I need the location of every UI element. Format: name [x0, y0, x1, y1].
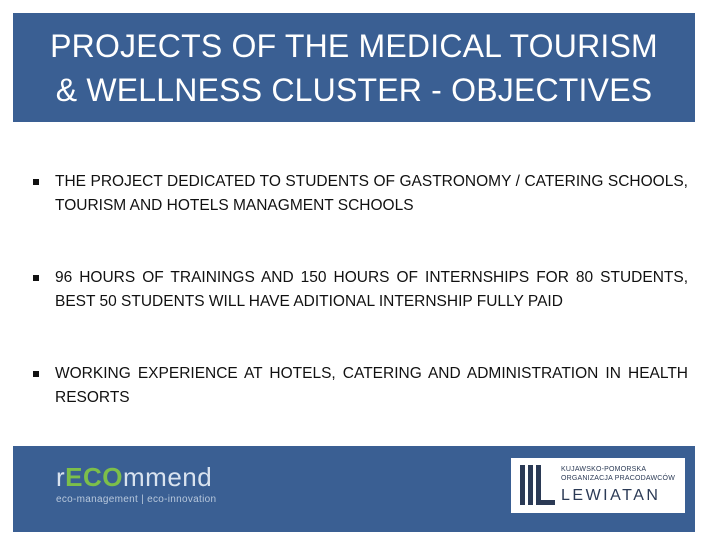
- recommend-logo: [56, 462, 236, 518]
- objectives-list: [33, 170, 688, 410]
- title-banner: [13, 13, 695, 122]
- list-item: [33, 362, 688, 410]
- square-bullet-icon: [33, 179, 39, 185]
- recommend-tagline: eco-management | eco-innovation: [56, 494, 217, 505]
- recommend-eco: ECO: [65, 462, 124, 492]
- objective-text: WORKING EXPERIENCE AT HOTELS, CATERING AND ADMINISTRATION IN HEALTH RESORTS: [55, 365, 688, 406]
- list-item: [33, 266, 688, 314]
- page-title-line-2: & WELLNESS CLUSTER - OBJECTIVES: [55, 71, 653, 108]
- lewiatan-region: KUJAWSKO-POMORSKA: [561, 466, 647, 473]
- lewiatan-organization: ORGANIZACJA PRACODAWCÓW: [561, 475, 676, 482]
- recommend-wordmark: [56, 462, 236, 492]
- square-bullet-icon: [33, 275, 39, 281]
- list-item: [33, 170, 688, 218]
- objective-text: THE PROJECT DEDICATED TO STUDENTS OF GASTRONOMY / CATERING SCHOOLS, TOURISM AND HOTELS MANAGMENT SCHOOLS: [55, 173, 688, 214]
- lewiatan-name: LEWIATAN: [561, 487, 661, 504]
- recommend-suffix: mmend: [123, 462, 213, 492]
- lewiatan-logo: [511, 458, 685, 513]
- objective-text: 96 HOURS OF TRAININGS AND 150 HOURS OF INTERNSHIPS FOR 80 STUDENTS, BEST 50 STUDENTS WILL HAVE ADITIONAL INTERNSHIP FULLY PAID: [55, 269, 688, 310]
- recommend-prefix: r: [56, 462, 66, 492]
- footer-banner: [13, 446, 695, 532]
- square-bullet-icon: [33, 371, 39, 377]
- page-title-line-1: PROJECTS OF THE MEDICAL TOURISM: [50, 27, 658, 64]
- lewiatan-mark-icon: [517, 463, 557, 509]
